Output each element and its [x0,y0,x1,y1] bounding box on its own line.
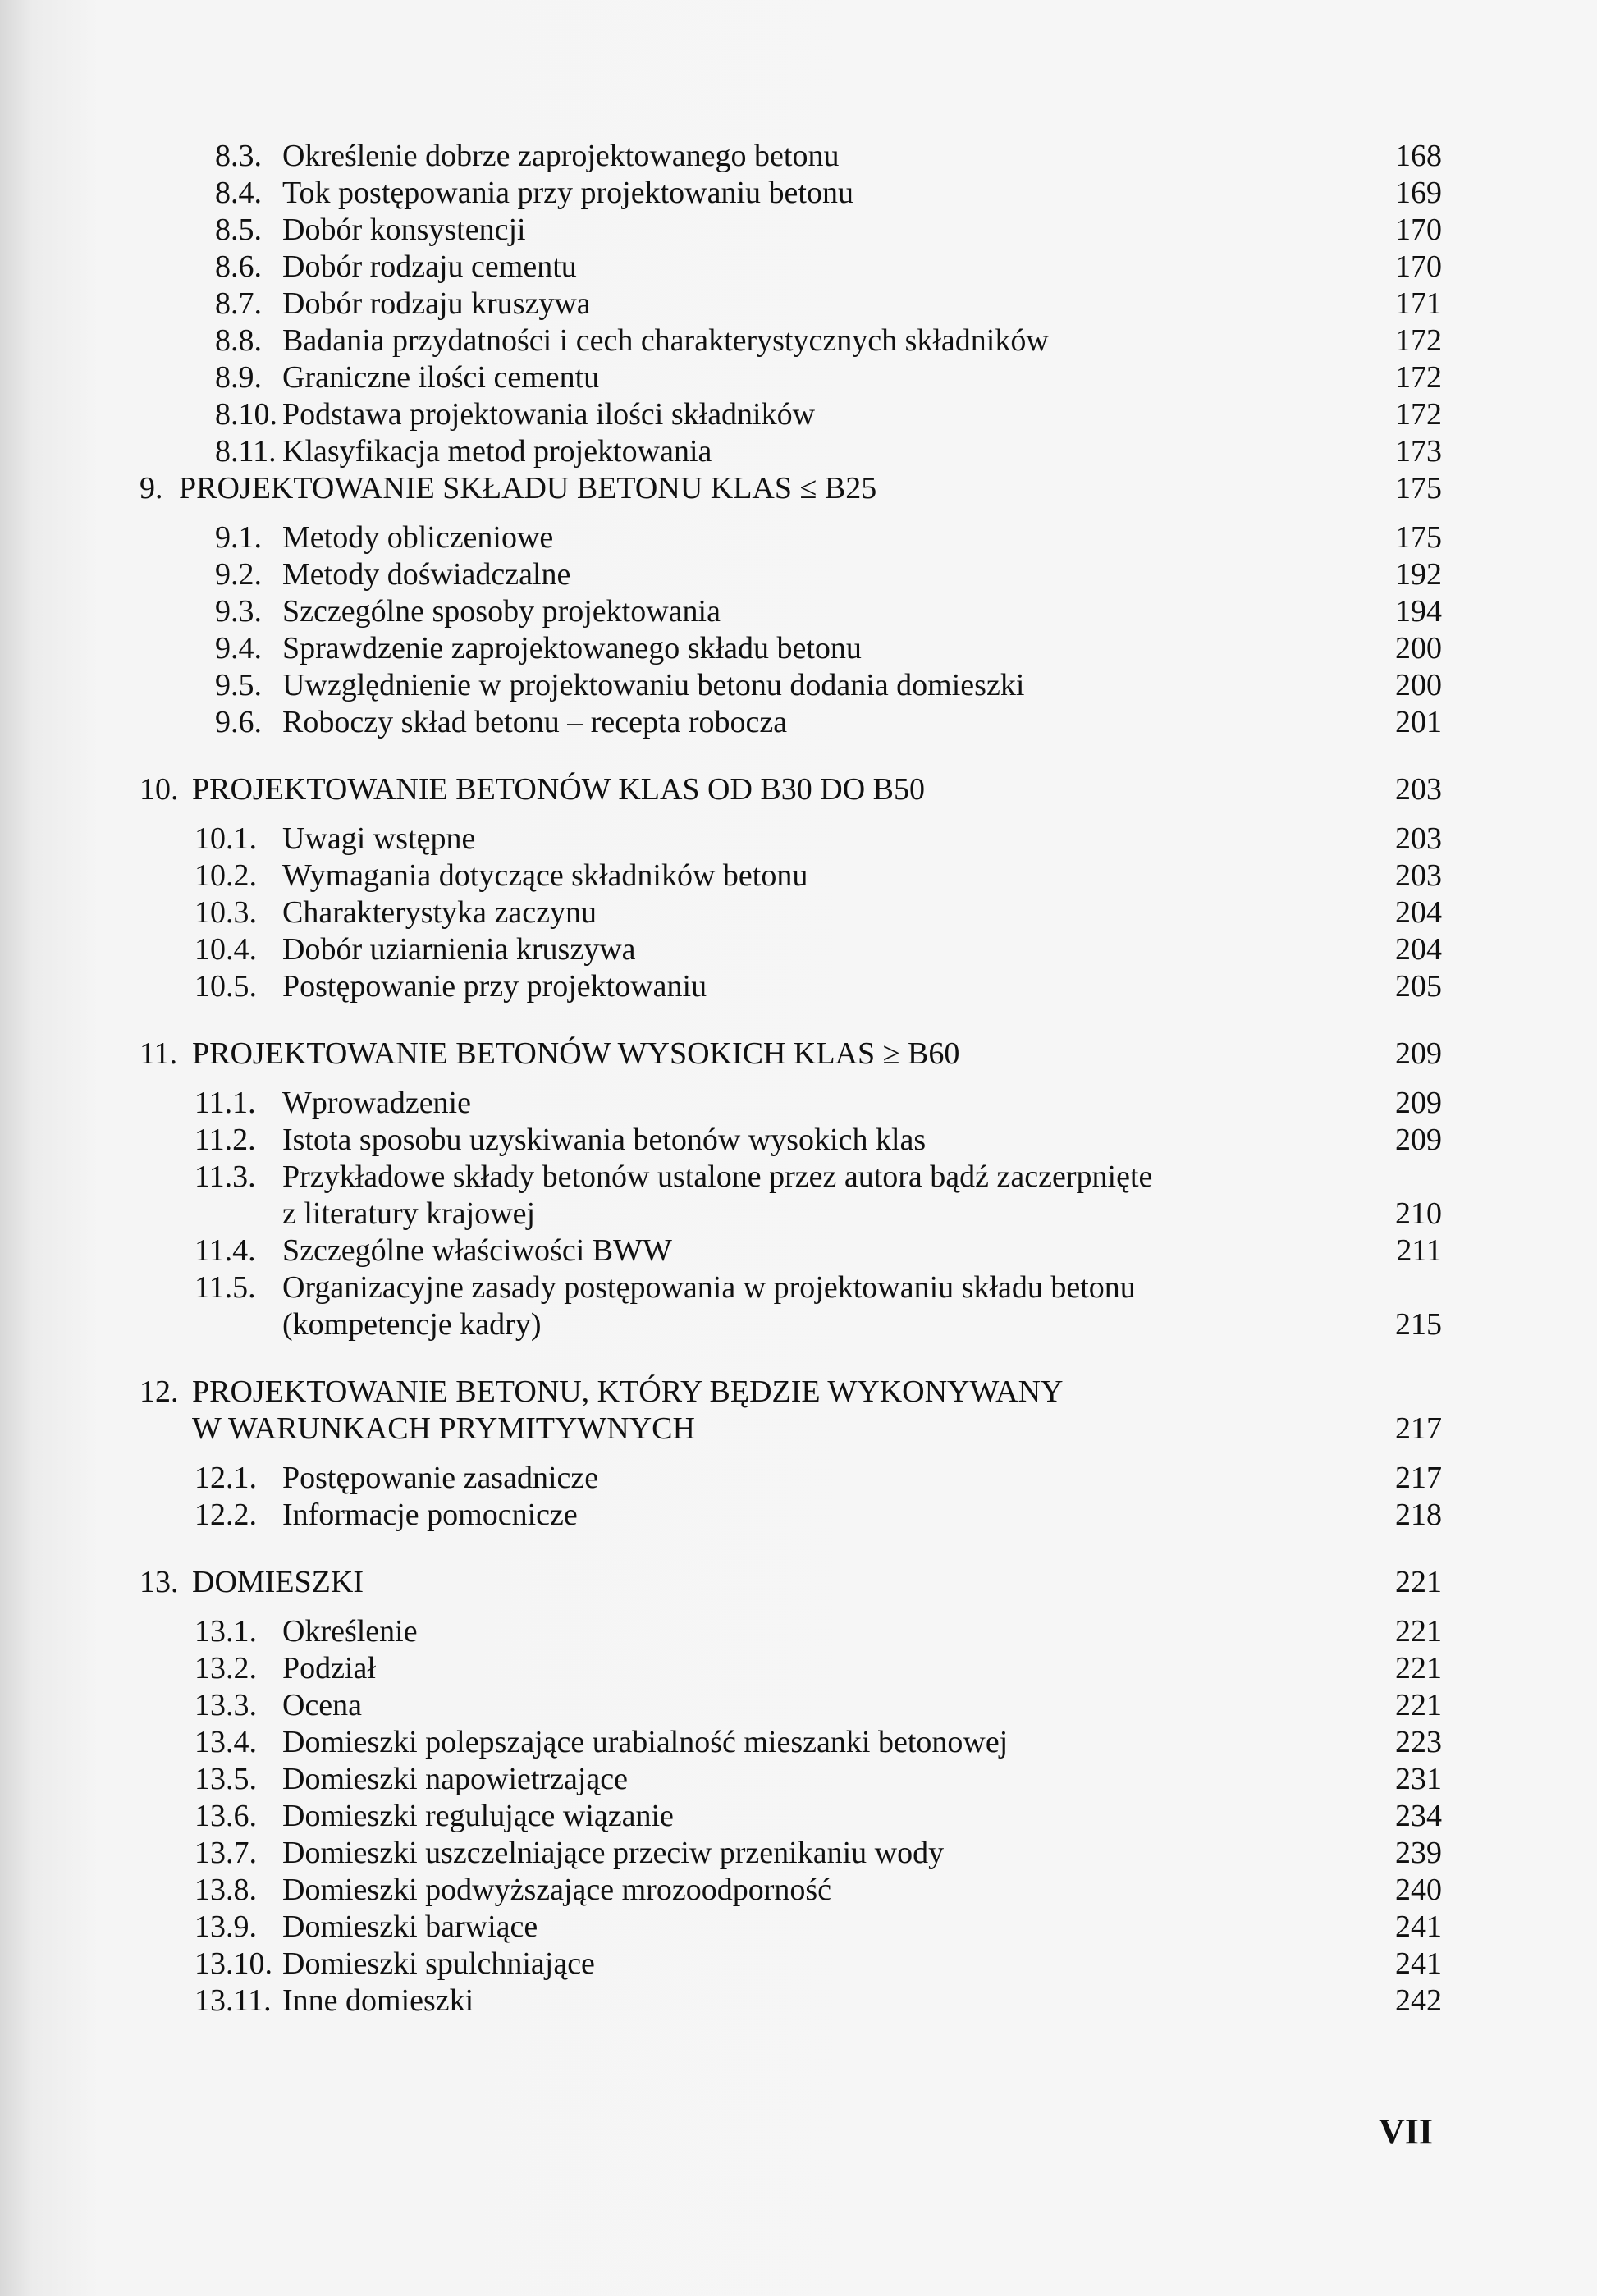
entry-page: 234 [1395,1799,1442,1833]
entry-number: 13. [140,1565,179,1599]
entry-number: 13.5. [194,1762,257,1796]
dot-leader [600,894,1392,931]
entry-number: 13.4. [194,1725,257,1759]
dot-leader [367,1564,1392,1601]
entry-title: Postępowanie zasadnicze [282,1461,599,1495]
entry-page: 241 [1395,1946,1442,1981]
dot-leader [631,1761,1392,1798]
toc-entry [0,667,1597,704]
dot-leader [790,704,1392,741]
entry-number: 9.3. [215,594,262,629]
entry-title: PROJEKTOWANIE BETONÓW KLAS OD B30 DO B50 [192,772,926,807]
dot-leader [724,593,1392,630]
toc-chapter [0,1036,1597,1073]
entry-page: 204 [1395,932,1442,967]
toc-entry [0,1269,1597,1306]
entry-number: 9.1. [215,520,262,555]
toc-entry [0,359,1597,396]
dot-leader [842,138,1392,175]
entry-number: 11. [140,1036,178,1071]
toc-entry [0,1724,1597,1761]
entry-page: 221 [1395,1688,1442,1722]
entry-title: PROJEKTOWANIE BETONÓW WYSOKICH KLAS ≥ B60 [192,1036,960,1071]
entry-number: 13.9. [194,1910,257,1944]
entry-title: Szczególne sposoby projektowania [282,594,721,629]
entry-page: 239 [1395,1836,1442,1870]
entry-title: Domieszki polepszające urabialność mieszanki betonowej [282,1725,1009,1759]
entry-title: Podstawa projektowania ilości składników [282,397,816,432]
entry-title: Postępowanie przy projektowaniu [282,969,707,1004]
dot-leader [818,396,1392,433]
entry-page: 201 [1395,705,1442,739]
dot-leader [698,1411,1392,1448]
entry-title: Informacje pomocnicze [282,1498,578,1532]
entry-title: Określenie [282,1614,418,1649]
dot-leader [928,771,1392,808]
page-number: VII [1379,2111,1434,2152]
dot-leader [477,1983,1392,2019]
toc-chapter [0,1374,1597,1411]
entry-number: 13.3. [194,1688,257,1722]
entry-number: 9.2. [215,557,262,592]
toc-entry [0,1196,1597,1233]
entry-title: Sprawdzenie zaprojektowanego składu betonu [282,631,862,665]
entry-page: 203 [1395,821,1442,856]
dot-leader [602,1460,1392,1497]
entry-title: Ocena [282,1688,363,1722]
toc-entry [0,1122,1597,1159]
entry-number: 8.8. [215,323,262,358]
dot-leader [1011,1724,1392,1761]
dot-leader [710,968,1392,1005]
dot-leader [379,1650,1392,1687]
entry-title: Dobór konsystencji [282,213,526,247]
toc-entry [0,1650,1597,1687]
entry-number: 8.5. [215,213,262,247]
entry-title: DOMIESZKI [192,1565,364,1599]
entry-page: 205 [1395,969,1442,1004]
entry-number: 9.5. [215,668,262,702]
toc-entry [0,858,1597,894]
entry-page: 204 [1395,895,1442,930]
entry-title: Przykładowe składy betonów ustalone przez autora bądź zaczerpnięte [282,1159,1153,1194]
entry-page: 170 [1395,249,1442,284]
entry-title: Wymagania dotyczące składników betonu [282,858,808,893]
entry-title: Domieszki spulchniające [282,1946,595,1981]
entry-page: 203 [1395,772,1442,807]
dot-leader [963,1036,1392,1073]
entry-number: 10. [140,772,179,807]
entry-number: 11.1. [194,1086,256,1120]
dot-leader [538,1196,1392,1233]
entry-title: Uwagi wstępne [282,821,476,856]
dot-leader [580,249,1392,286]
dot-leader [880,470,1392,507]
dot-leader [947,1835,1392,1872]
entry-page: 175 [1395,520,1442,555]
toc-entry [0,556,1597,593]
toc-entry [0,1233,1597,1269]
dot-leader [602,359,1392,396]
entry-page: 211 [1396,1233,1442,1268]
entry-page: 218 [1395,1498,1442,1532]
entry-page: 241 [1395,1910,1442,1944]
toc-entry [0,212,1597,249]
toc-entry [0,1983,1597,2019]
toc-entry [0,1085,1597,1122]
entry-title: W WARUNKACH PRYMITYWNYCH [192,1411,695,1446]
dot-leader [556,519,1392,556]
entry-number: 13.1. [194,1614,257,1649]
dot-leader [857,175,1392,212]
entry-number: 10.5. [194,969,257,1004]
entry-title: Domieszki podwyższające mrozoodporność [282,1873,832,1907]
entry-title: PROJEKTOWANIE SKŁADU BETONU KLAS ≤ B25 [179,471,877,505]
toc-entry [0,1909,1597,1946]
entry-number: 9.4. [215,631,262,665]
dot-leader [421,1613,1392,1650]
toc-entry [0,1460,1597,1497]
toc-entry [0,821,1597,858]
entry-page: 221 [1395,1651,1442,1685]
dot-leader [478,821,1392,858]
dot-leader [365,1687,1392,1724]
entry-title: Dobór rodzaju cementu [282,249,577,284]
toc-entry [0,1946,1597,1983]
dot-leader [474,1085,1392,1122]
entry-page: 223 [1395,1725,1442,1759]
entry-number: 8.10. [215,397,277,432]
dot-leader [1052,322,1392,359]
entry-title: Podział [282,1651,376,1685]
entry-page: 203 [1395,858,1442,893]
entry-page: 240 [1395,1873,1442,1907]
entry-number: 9. [140,471,163,505]
entry-number: 11.3. [194,1159,256,1194]
dot-leader [541,1909,1392,1946]
entry-title: Dobór rodzaju kruszywa [282,286,591,321]
toc-entry [0,1159,1597,1196]
toc-entry [0,1497,1597,1534]
entry-number: 8.4. [215,176,262,210]
dot-leader [677,1798,1392,1835]
entry-page: 215 [1395,1307,1442,1342]
entry-page: 231 [1395,1762,1442,1796]
entry-title: Graniczne ilości cementu [282,360,600,395]
dot-leader [865,630,1392,667]
entry-title: Domieszki uszczelniające przeciw przenikaniu wody [282,1836,945,1870]
dot-leader [529,212,1392,249]
dot-leader [544,1306,1392,1343]
toc-chapter [0,1564,1597,1601]
entry-title: Domieszki regulujące wiązanie [282,1799,674,1833]
entry-page: 192 [1395,557,1442,592]
table-of-contents [0,138,1597,2019]
entry-number: 12.2. [194,1498,257,1532]
entry-number: 8.3. [215,139,262,173]
toc-entry [0,1761,1597,1798]
entry-title: Domieszki barwiące [282,1910,538,1944]
entry-title: Szczególne właściwości BWW [282,1233,672,1268]
entry-page: 172 [1395,360,1442,395]
entry-number: 13.8. [194,1873,257,1907]
dot-leader [574,556,1392,593]
entry-title: Badania przydatności i cech charakterystycznych składników [282,323,1049,358]
toc-entry [0,593,1597,630]
toc-chapter [0,1411,1597,1448]
toc-entry [0,704,1597,741]
dot-leader [639,931,1392,968]
toc-entry [0,433,1597,470]
entry-title: Klasyfikacja metod projektowania [282,434,712,469]
entry-page: 200 [1395,668,1442,702]
entry-title: Metody obliczeniowe [282,520,554,555]
entry-number: 8.7. [215,286,262,321]
entry-page: 200 [1395,631,1442,665]
entry-number: 13.11. [194,1983,272,2018]
entry-number: 11.5. [194,1270,256,1305]
toc-entry [0,1872,1597,1909]
entry-page: 172 [1395,397,1442,432]
toc-entry [0,396,1597,433]
entry-page: 173 [1395,434,1442,469]
entry-title: PROJEKTOWANIE BETONU, KTÓRY BĘDZIE WYKONYWANY [192,1374,1064,1409]
entry-title: Organizacyjne zasady postępowania w projektowaniu składu betonu [282,1270,1136,1305]
entry-number: 10.1. [194,821,257,856]
toc-entry [0,286,1597,322]
entry-page: 172 [1395,323,1442,358]
entry-page: 221 [1395,1614,1442,1649]
entry-page: 209 [1395,1036,1442,1071]
entry-number: 8.6. [215,249,262,284]
toc-entry [0,931,1597,968]
entry-page: 210 [1395,1196,1442,1231]
dot-leader [675,1233,1393,1269]
entry-page: 169 [1395,176,1442,210]
entry-number: 8.11. [215,434,277,469]
entry-page: 209 [1395,1123,1442,1157]
entry-title: Dobór uziarnienia kruszywa [282,932,636,967]
entry-page: 221 [1395,1565,1442,1599]
entry-page: 242 [1395,1983,1442,2018]
dot-leader [581,1497,1392,1534]
entry-title: Uwzględnienie w projektowaniu betonu dodania domieszki [282,668,1025,702]
entry-number: 13.10. [194,1946,272,1981]
toc-entry [0,630,1597,667]
entry-number: 13.2. [194,1651,257,1685]
entry-page: 168 [1395,139,1442,173]
entry-number: 10.3. [194,895,257,930]
entry-title: Inne domieszki [282,1983,474,2018]
entry-number: 13.7. [194,1836,257,1870]
toc-entry [0,249,1597,286]
entry-title: Metody doświadczalne [282,557,571,592]
toc-entry [0,1835,1597,1872]
entry-page: 217 [1395,1411,1442,1446]
entry-page: 217 [1395,1461,1442,1495]
toc-entry [0,1798,1597,1835]
toc-entry [0,968,1597,1005]
entry-title: z literatury krajowej [282,1196,536,1231]
toc-entry [0,175,1597,212]
entry-page: 194 [1395,594,1442,629]
toc-entry [0,1613,1597,1650]
entry-page: 171 [1395,286,1442,321]
entry-number: 9.6. [215,705,262,739]
entry-title: (kompetencje kadry) [282,1307,542,1342]
entry-number: 11.4. [194,1233,256,1268]
entry-number: 11.2. [194,1123,256,1157]
entry-title: Określenie dobrze zaprojektowanego betonu [282,139,840,173]
toc-entry [0,322,1597,359]
toc-chapter [0,771,1597,808]
toc-entry [0,894,1597,931]
entry-title: Domieszki napowietrzające [282,1762,628,1796]
dot-leader [811,858,1392,894]
entry-page: 170 [1395,213,1442,247]
entry-number: 8.9. [215,360,262,395]
entry-number: 10.4. [194,932,257,967]
entry-title: Wprowadzenie [282,1086,471,1120]
dot-leader [598,1946,1392,1983]
entry-title: Istota sposobu uzyskiwania betonów wysokich klas [282,1123,927,1157]
toc-entry [0,1687,1597,1724]
entry-page: 175 [1395,471,1442,505]
entry-number: 12. [140,1374,179,1409]
entry-page: 209 [1395,1086,1442,1120]
dot-leader [715,433,1392,470]
toc-entry [0,519,1597,556]
dot-leader [594,286,1392,322]
toc-entry [0,138,1597,175]
toc-chapter [0,470,1597,507]
entry-number: 10.2. [194,858,257,893]
entry-number: 12.1. [194,1461,257,1495]
dot-leader [835,1872,1392,1909]
dot-leader [1027,667,1392,704]
entry-title: Roboczy skład betonu – recepta robocza [282,705,788,739]
entry-number: 13.6. [194,1799,257,1833]
entry-title: Tok postępowania przy projektowaniu betonu [282,176,853,210]
entry-title: Charakterystyka zaczynu [282,895,597,930]
toc-entry [0,1306,1597,1343]
dot-leader [929,1122,1392,1159]
